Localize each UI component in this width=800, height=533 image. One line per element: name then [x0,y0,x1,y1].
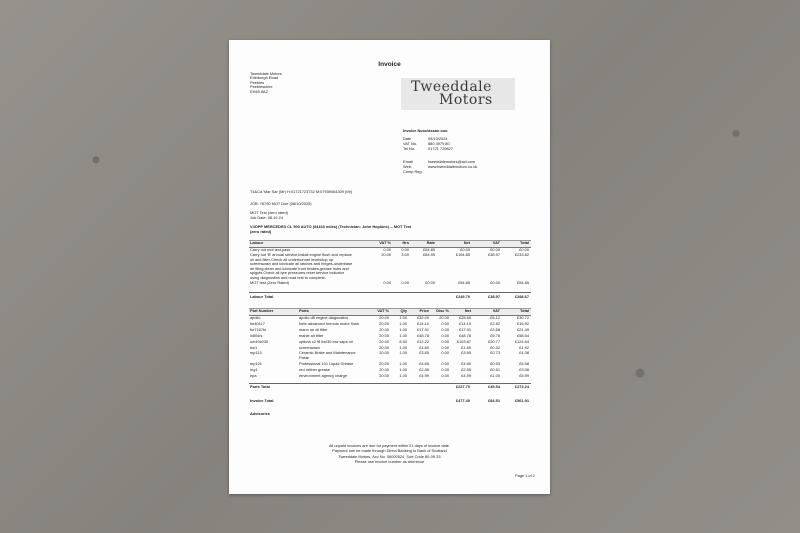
labour-total-label: Labour Total [250,294,274,299]
part-cell-vat: 20.00 [379,360,389,366]
part-cell-vat: 20.00 [379,338,389,344]
part-cell-qty: 1.00 [399,360,407,366]
part-desc: optima c2 ltf 0w/30 low saps oil [299,338,353,344]
part-cell-disc: 0.00 [441,344,449,350]
labour-col-header: Hrs [402,240,409,245]
part-cell-disc: 0.00 [441,350,449,356]
labour-cell-rate: £64.95 [423,252,435,257]
part-cell-vat_amt: £0.73 [490,350,500,356]
part-cell-total: £30.72 [517,315,529,320]
detail-label: Tel No. [403,145,416,151]
labour-desc: spigots.Check all tyre pressures,reset service indicator [250,270,345,276]
logo-line-2: Motors [439,92,493,108]
footer-line: Payment can be made through Direct Banking to Bank of Scotland [332,448,447,454]
part-cell-net: £4.99 [461,372,471,378]
detail-label: Date [403,136,412,141]
part-cell-vat_amt: £3.58 [490,326,500,332]
parts-total-vat: £45.54 [488,384,500,389]
part-cell-vat_amt: £0.93 [490,360,500,366]
vehicle-line: V4OPP MERCEDES CL 500 AUTO (84160 miles) (Technician: John Hopkins) -- MOT Test [250,224,412,229]
labour-col-header: VAT [492,240,500,245]
labour-cell-hrs: 0.00 [401,247,409,252]
labour-desc: oil and filter-Check all underbonnet levels/top up [250,256,334,262]
detail-value: 01721 720827 [428,145,453,151]
labour-cell-net: £54.85 [458,280,470,285]
parts-col-header: Disc % [436,308,449,313]
part-number: um40x030 [250,338,269,344]
part-desc: mahle air filter [299,332,324,338]
part-cell-disc: 0.00 [441,332,449,338]
labour-cell-total: £233.82 [514,252,529,257]
part-cell-disc: 0.00 [441,320,449,326]
part-cell-total: £4.38 [519,350,529,356]
part-cell-disc: 0.00 [441,360,449,366]
parts-total-total: £273.24 [514,384,529,389]
invoice-total-label: Invoice Total [250,398,274,403]
parts-col-header: VAT [492,308,500,313]
parts-col-header: Part Number [250,308,274,313]
part-cell-net: £4.65 [461,360,471,366]
vehicle-subline: (zero rated) [250,229,272,234]
address-line: Edinburgh Road [250,75,279,81]
part-cell-vat: 20.00 [379,372,389,378]
parts-total-label: Parts Total [250,384,270,389]
part-cell-qty: 1.00 [399,344,407,350]
part-number: lx804/s [250,332,263,338]
invoice-number: Invoice Nooclassan ooo [403,128,448,133]
part-cell-disc: 0.00 [441,372,449,378]
part-number: epa [250,372,257,378]
part-desc: mann oe oil filter [299,326,328,332]
part-cell-disc: 0.00 [441,326,449,332]
page-number: Page 1 of 2 [515,473,535,478]
part-cell-vat: 20.00 [379,366,389,372]
part-cell-price: £14.10 [417,320,429,326]
labour-total-vat: £38.97 [488,294,500,299]
part-desc: screenwash [299,344,320,350]
labour-cell-vat: 0.00 [383,280,391,285]
labour-cell-net: £194.85 [455,252,470,257]
labour-total-total: £288.67 [514,294,529,299]
labour-desc: using diagnostics and road test to complete. [250,275,326,280]
labour-cell-vat: 0.00 [383,247,391,252]
labour-cell-vat_amt: £38.97 [488,252,500,257]
part-cell-total: £58.54 [517,332,529,338]
part-cell-total: £21.49 [517,326,529,332]
part-cell-vat_amt: £20.77 [488,338,500,344]
labour-cell-vat_amt: £0.00 [490,280,500,285]
invoice-sheet [229,40,550,494]
part-cell-price: £2.55 [419,366,429,372]
part-cell-vat: 20.00 [379,344,389,350]
contact-value: tweeddalemotors@aol.com [428,159,476,164]
parts-col-header: VAT % [377,308,389,313]
address-line: Tweeddale Motors [250,71,282,76]
part-cell-vat: 20.00 [379,320,389,326]
contact-value: www.tweeddalemotors.co.uk [428,163,478,169]
detail-value: 09/10/2024 [428,136,448,141]
address-line: Peebles [250,79,265,85]
part-cell-total: £16.92 [517,320,529,326]
part-cell-vat_amt: £0.51 [490,366,500,372]
labour-cell-hrs: 0.00 [401,280,409,285]
labour-cell-vat: 20.00 [381,252,391,257]
footer-line: Tweeddale Motors, Acc No. 06000524, Sort Code 80-09-33 [338,453,441,459]
part-number: mg1 [250,366,258,372]
part-cell-total: £5.99 [519,372,529,378]
invoice-total-net: £477.40 [455,398,470,403]
labour-col-header: Rate [426,240,435,245]
detail-label: VAT No. [403,140,418,146]
part-cell-vat_amt: £2.82 [490,320,500,326]
labour-desc: screenwash and lubricate all latches and hinges-underbase [250,261,353,267]
parts-total-net: £227.70 [455,384,470,389]
part-cell-total: £5.58 [519,360,529,366]
footer-line: All unpaid invoices are due for payment within 21 days of invoice date. [328,443,451,448]
part-number: apollo [250,315,261,320]
part-cell-price: £3.65 [419,350,429,356]
part-desc: forte advanced formula motor flush [299,320,360,326]
contact-label: Comp Reg. [403,168,423,174]
contact-label: Web. [403,163,413,169]
logo-line-1: Tweeddale [411,79,492,95]
part-cell-disc: 20.00 [439,315,449,320]
parts-col-header: Total [519,308,529,313]
part-number: mp101 [250,360,262,366]
contact-label: Email [403,159,413,164]
part-cell-disc: 0.00 [441,366,449,372]
labour-desc: Carry out mot test,pass [250,247,291,252]
labour-cell-hrs: 3.00 [401,252,409,257]
footer-line: Please use invoice number as reference [354,459,425,465]
address-line: Peeblesshire [250,84,273,90]
labour-divider [249,292,531,293]
labour-cell-vat_amt: £0.00 [490,247,500,252]
parts-col-header: Parts [299,308,309,313]
job-date: Job Date: 08.10.24 [250,215,283,220]
part-cell-qty: 1.00 [399,320,407,326]
part-cell-price: £1.60 [419,344,429,350]
parts-col-header: Qty [400,308,407,313]
part-number: fsr40117 [250,320,265,326]
part-desc: red rubber grease [299,366,330,372]
labour-cell-total: £54.85 [517,280,529,285]
part-desc: environment agency charge [299,372,348,378]
part-cell-net: £17.91 [459,326,471,332]
address-line: EH45 8AZ [250,88,268,94]
part-cell-net: £103.87 [456,338,471,344]
advisories-label: Advisories [250,411,270,416]
part-cell-qty: 1.00 [399,315,407,320]
part-desc: Paste [299,355,309,360]
customer-line: T4&Ca 'Mar Sar (Mr) H:01721723732 M:07939064309 (Mr) [250,189,353,194]
part-cell-qty: 1.00 [399,350,407,356]
part-cell-total: £124.64 [514,338,529,344]
job-line: JOB: 76790 MOT Due (08/10/2025) [250,201,312,206]
part-cell-vat_amt: £9.76 [490,332,500,338]
part-number: mp113 [250,350,262,356]
detail-value: 880 4979 80 [428,140,450,146]
part-cell-net: £25.60 [459,315,471,320]
labour-col-header: Net [463,240,470,245]
part-cell-vat_amt: £0.32 [490,344,500,350]
part-cell-price: £4.65 [419,360,429,366]
part-number: fsr7167kr [250,326,267,332]
part-cell-vat_amt: £1.00 [490,372,500,378]
part-desc: Ceramic Brake and Maintenance [299,350,356,356]
part-cell-vat: 20.00 [379,315,389,320]
part-cell-vat: 20.00 [379,326,389,332]
part-cell-qty: 1.00 [399,372,407,378]
labour-desc: de filing,clean and lubricate front brakes,grease hubs and [250,265,349,271]
invoice-total-total: £561.91 [514,398,529,403]
part-cell-net: £48.78 [459,332,471,338]
part-cell-vat_amt: £5.12 [490,315,500,320]
part-cell-price: £32.00 [417,315,429,320]
part-cell-vat: 20.00 [379,350,389,356]
part-cell-qty: 8.50 [399,338,407,344]
part-cell-net: £1.60 [461,344,471,350]
part-number: bw1 [250,344,258,350]
labour-cell-net: £0.00 [460,247,470,252]
mot-test-line: MOT Test (zero rated) [250,210,288,215]
part-cell-net: £14.10 [459,320,471,326]
invoice-title: Invoice [378,61,401,68]
part-cell-qty: 1.00 [399,326,407,332]
labour-total-net: £249.70 [455,294,470,299]
invoice-total-vat: £84.51 [488,398,500,403]
part-cell-qty: 1.00 [399,366,407,372]
part-cell-disc: 0.00 [441,338,449,344]
part-cell-total: £1.92 [519,344,529,350]
labour-col-header: Total [519,240,529,245]
labour-cell-rate: £54.85 [423,247,435,252]
parts-col-header: Price [419,308,429,313]
labour-col-header: VAT % [379,240,391,245]
part-cell-price: £4.99 [419,372,429,378]
company-logo [401,78,515,110]
part-desc: Professional 101 Liquid Grease [299,360,354,366]
labour-cell-rate: £0.00 [425,280,435,285]
part-cell-total: £3.06 [519,366,529,372]
part-cell-qty: 1.00 [399,332,407,338]
labour-desc: MOT test (Zero Rated) [250,280,290,285]
labour-col-header: Labour [250,240,264,245]
labour-cell-total: £0.00 [519,247,529,252]
labour-desc: Carry out 'B' annual service,install engine flush and replace [250,252,352,257]
part-desc: apollo d8 engine diagnostics [299,315,349,320]
part-cell-net: £3.65 [461,350,471,356]
parts-col-header: Net [464,308,471,313]
part-cell-price: £17.91 [417,326,429,332]
part-cell-vat: 20.00 [379,332,389,338]
part-cell-net: £2.55 [461,366,471,372]
part-cell-price: £12.22 [417,338,429,344]
part-cell-price: £48.78 [417,332,429,338]
